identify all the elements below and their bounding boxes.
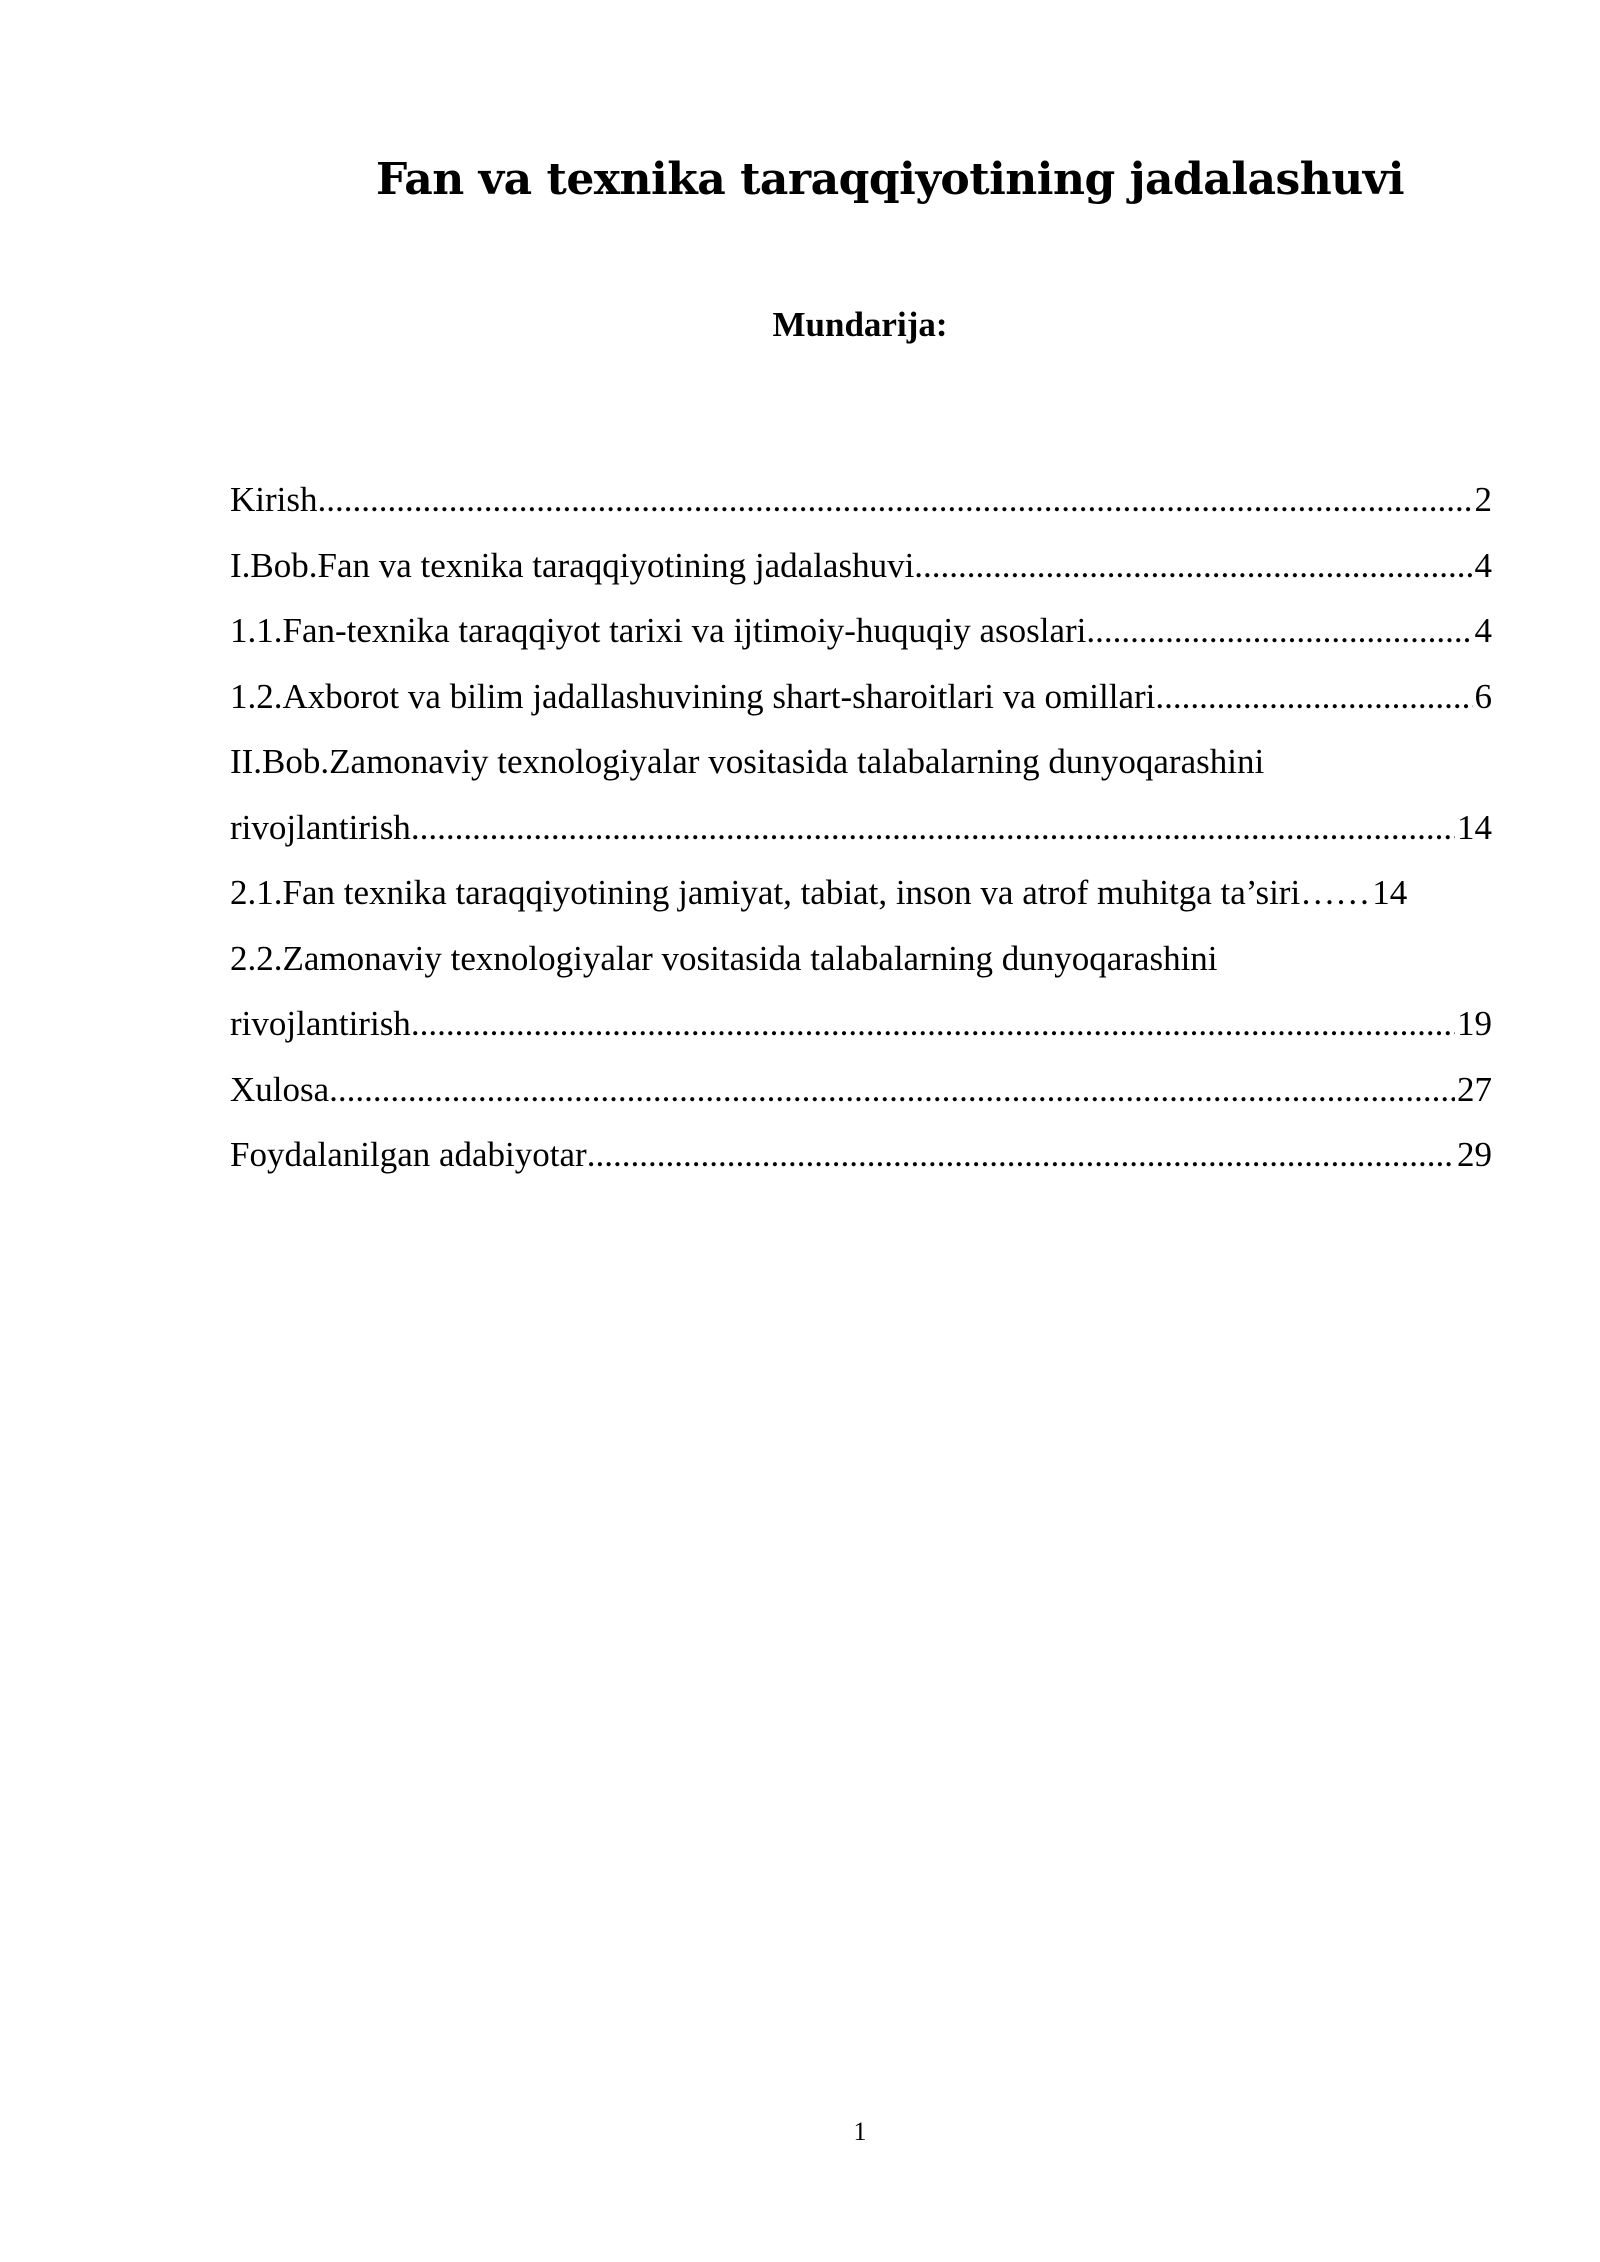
document-title: Fan va texnika taraqqiyotining jadalashuvi: [375, 154, 1405, 205]
toc-entry-page: 4: [1474, 545, 1492, 585]
toc-entry-title: 1.2.Axborot va bilim jadallashuvining shart-sharoitlari va omillari: [230, 676, 1156, 716]
page-number: 1: [853, 2117, 867, 2146]
toc-entry-first-line: II.Bob.Zamonaviy texnologiyalar vositasida talabalarning dunyoqarashini: [230, 742, 1265, 781]
toc-dot-leader: [318, 467, 1473, 533]
toc-entry-page: 27: [1457, 1069, 1492, 1109]
toc-line: [230, 860, 1492, 926]
toc-entry-section-1-1[interactable]: [230, 598, 1492, 664]
toc-dot-leader: [411, 991, 1455, 1057]
toc-entry-title: Xulosa: [230, 1069, 330, 1109]
toc-line: [230, 795, 1492, 861]
toc-entry-title: Foydalanilgan adabiyotar: [230, 1135, 587, 1174]
toc-dot-leader: [329, 1057, 1455, 1123]
toc-line: [230, 533, 1492, 599]
toc-entry-title: 2.1.Fan texnika taraqqiyotining jamiyat, tabiat, inson va atrof muhitga ta’siri: [230, 873, 1301, 912]
table-of-contents: [230, 467, 1492, 1188]
toc-line: [230, 1057, 1492, 1123]
toc-entry-title: 1.1.Fan-texnika taraqqiyot tarixi va ijtimoiy-huquqiy asoslari: [230, 611, 1087, 650]
toc-entry-title: rivojlantirish: [230, 807, 411, 847]
toc-line: [230, 991, 1492, 1057]
toc-line: [230, 598, 1492, 664]
toc-dot-leader: [914, 533, 1472, 599]
toc-dot-leader: [411, 795, 1455, 861]
toc-entry-title: I.Bob.Fan va texnika taraqqiyotining jadalashuvi: [230, 545, 915, 585]
toc-entry-section-1-2[interactable]: [230, 664, 1492, 730]
toc-entry-chapter-2[interactable]: [230, 729, 1492, 860]
toc-heading: Mundarija:: [772, 305, 948, 344]
toc-entry-chapter-1[interactable]: [230, 533, 1492, 599]
toc-entry-page: 2: [1474, 480, 1492, 519]
toc-dot-leader: [1155, 664, 1472, 730]
toc-entry-page: 4: [1474, 611, 1492, 650]
toc-line: [230, 664, 1492, 730]
toc-entry-first-line: 2.2.Zamonaviy texnologiyalar vositasida talabalarning dunyoqarashini: [230, 938, 1218, 978]
toc-line: [230, 467, 1492, 533]
toc-entry-section-2-2[interactable]: [230, 926, 1492, 1057]
toc-entry-xulosa[interactable]: [230, 1057, 1492, 1123]
toc-entry-page: 6: [1474, 676, 1492, 716]
toc-entry-references[interactable]: [230, 1122, 1492, 1188]
toc-dot-leader: [1086, 598, 1472, 664]
toc-entry-page: 14: [1372, 873, 1408, 912]
toc-entry-section-2-1[interactable]: [230, 860, 1492, 926]
toc-entry-page: 14: [1457, 807, 1492, 847]
toc-entry-kirish[interactable]: [230, 467, 1492, 533]
toc-line: [230, 1122, 1492, 1188]
toc-dot-leader: [587, 1122, 1455, 1188]
toc-entry-title: rivojlantirish: [230, 1004, 411, 1043]
toc-entry-page: 29: [1457, 1135, 1492, 1174]
toc-entry-title: Kirish: [230, 480, 318, 519]
toc-ellipsis-leader: ……: [1300, 873, 1371, 912]
toc-entry-page: 19: [1457, 1004, 1492, 1043]
